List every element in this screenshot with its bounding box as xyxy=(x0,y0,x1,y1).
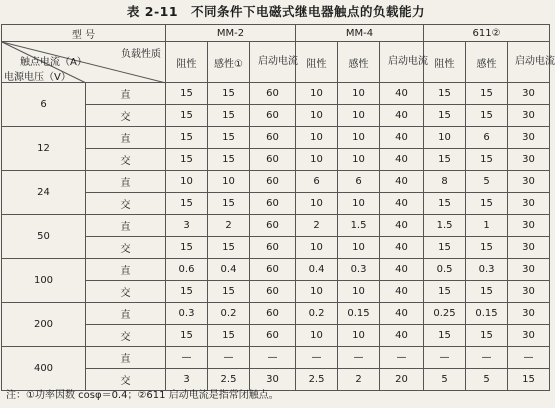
col-header: 阻性 xyxy=(166,42,208,83)
value-cell: 10 xyxy=(296,325,338,347)
col-header: 阻性 xyxy=(424,42,466,83)
value-cell: 60 xyxy=(250,105,296,127)
model-header: 型 号 xyxy=(2,25,166,42)
value-cell: 20 xyxy=(380,369,424,391)
model-mm4: MM-4 xyxy=(296,25,424,42)
value-cell: 30 xyxy=(508,237,550,259)
value-cell: 15 xyxy=(208,105,250,127)
load-capacity-table xyxy=(1,24,555,391)
value-cell: 10 xyxy=(296,193,338,215)
value-cell: 60 xyxy=(250,259,296,281)
value-cell: 60 xyxy=(250,215,296,237)
value-cell: 15 xyxy=(208,325,250,347)
voltage-cell: 12 xyxy=(2,127,86,171)
value-cell: 40 xyxy=(380,281,424,303)
value-cell: 10 xyxy=(296,83,338,105)
value-cell: 15 xyxy=(208,281,250,303)
value-cell: 15 xyxy=(166,237,208,259)
value-cell: 10 xyxy=(296,237,338,259)
value-cell: 2 xyxy=(296,215,338,237)
table-row xyxy=(2,171,550,193)
current-type-cell: 直 xyxy=(86,303,166,325)
value-cell: 60 xyxy=(250,127,296,149)
value-cell: 1.5 xyxy=(424,215,466,237)
value-cell: 10 xyxy=(338,105,380,127)
value-cell: — xyxy=(466,347,508,369)
col-header: 感性 xyxy=(466,42,508,83)
voltage-cell: 400 xyxy=(2,347,86,391)
value-cell: 6 xyxy=(338,171,380,193)
value-cell: 15 xyxy=(208,149,250,171)
value-cell: 0.5 xyxy=(424,259,466,281)
current-type-cell: 交 xyxy=(86,325,166,347)
value-cell: 15 xyxy=(166,281,208,303)
value-cell: 60 xyxy=(250,193,296,215)
value-cell: 40 xyxy=(380,259,424,281)
table-row xyxy=(2,259,550,281)
value-cell: 15 xyxy=(208,193,250,215)
value-cell: 5 xyxy=(466,369,508,391)
voltage-cell: 200 xyxy=(2,303,86,347)
value-cell: 15 xyxy=(424,193,466,215)
corner-supply-voltage: 电源电压（V） xyxy=(4,72,71,83)
value-cell: 15 xyxy=(466,325,508,347)
current-type-cell: 交 xyxy=(86,105,166,127)
value-cell: 3 xyxy=(166,369,208,391)
value-cell: 30 xyxy=(508,171,550,193)
value-cell: 40 xyxy=(380,193,424,215)
table-row xyxy=(2,127,550,149)
value-cell: 15 xyxy=(208,83,250,105)
value-cell: 40 xyxy=(380,325,424,347)
table-body xyxy=(2,83,550,391)
current-type-cell: 直 xyxy=(86,83,166,105)
table-row xyxy=(2,215,550,237)
value-cell: 8 xyxy=(424,171,466,193)
value-cell: 40 xyxy=(380,171,424,193)
corner-load-type: 负载性质 xyxy=(121,49,161,60)
value-cell: 10 xyxy=(338,83,380,105)
value-cell: 0.15 xyxy=(338,303,380,325)
value-cell: 15 xyxy=(166,105,208,127)
voltage-cell: 6 xyxy=(2,83,86,127)
value-cell: 30 xyxy=(508,105,550,127)
value-cell: 30 xyxy=(508,259,550,281)
table-title: 表 2-11 不同条件下电磁式继电器触点的负载能力 xyxy=(126,4,426,19)
value-cell: 10 xyxy=(424,127,466,149)
value-cell: — xyxy=(424,347,466,369)
current-type-cell: 直 xyxy=(86,259,166,281)
value-cell: 10 xyxy=(296,127,338,149)
value-cell: — xyxy=(208,347,250,369)
value-cell: 0.2 xyxy=(208,303,250,325)
value-cell: 30 xyxy=(250,369,296,391)
table-row xyxy=(2,83,550,105)
value-cell: 30 xyxy=(508,193,550,215)
value-cell: 30 xyxy=(508,325,550,347)
value-cell: 0.4 xyxy=(296,259,338,281)
value-cell: 10 xyxy=(338,237,380,259)
value-cell: 40 xyxy=(380,215,424,237)
value-cell: 15 xyxy=(166,83,208,105)
voltage-cell: 24 xyxy=(2,171,86,215)
value-cell: 40 xyxy=(380,237,424,259)
col-header: 感性① xyxy=(208,42,250,83)
voltage-cell: 50 xyxy=(2,215,86,259)
current-type-cell: 交 xyxy=(86,149,166,171)
value-cell: 60 xyxy=(250,325,296,347)
col-header: 启动电流 xyxy=(250,42,296,83)
value-cell: 10 xyxy=(338,127,380,149)
current-type-cell: 交 xyxy=(86,281,166,303)
value-cell: 2 xyxy=(338,369,380,391)
value-cell: 2 xyxy=(208,215,250,237)
value-cell: — xyxy=(296,347,338,369)
value-cell: 15 xyxy=(466,193,508,215)
value-cell: 5 xyxy=(424,369,466,391)
current-type-cell: 直 xyxy=(86,215,166,237)
value-cell: 60 xyxy=(250,83,296,105)
value-cell: 40 xyxy=(380,149,424,171)
col-header: 启动电流 xyxy=(508,42,550,83)
value-cell: 1 xyxy=(466,215,508,237)
value-cell: 15 xyxy=(508,369,550,391)
value-cell: 0.6 xyxy=(166,259,208,281)
value-cell: 15 xyxy=(424,325,466,347)
value-cell: 60 xyxy=(250,149,296,171)
value-cell: 0.3 xyxy=(338,259,380,281)
value-cell: 40 xyxy=(380,127,424,149)
col-header: 感性 xyxy=(338,42,380,83)
value-cell: — xyxy=(166,347,208,369)
value-cell: 6 xyxy=(296,171,338,193)
value-cell: — xyxy=(508,347,550,369)
value-cell: 60 xyxy=(250,237,296,259)
value-cell: 15 xyxy=(166,193,208,215)
col-header: 启动电流 xyxy=(380,42,424,83)
value-cell: 0.4 xyxy=(208,259,250,281)
value-cell: 15 xyxy=(424,83,466,105)
value-cell: 5 xyxy=(466,171,508,193)
value-cell: 60 xyxy=(250,281,296,303)
value-cell: 15 xyxy=(466,281,508,303)
model-mm2: MM-2 xyxy=(166,25,296,42)
value-cell: 15 xyxy=(424,105,466,127)
value-cell: — xyxy=(250,347,296,369)
value-cell: 40 xyxy=(380,303,424,325)
value-cell: 30 xyxy=(508,281,550,303)
current-type-cell: 交 xyxy=(86,237,166,259)
value-cell: 15 xyxy=(166,149,208,171)
value-cell: 15 xyxy=(466,149,508,171)
value-cell: 15 xyxy=(166,325,208,347)
value-cell: 30 xyxy=(508,303,550,325)
value-cell: 30 xyxy=(508,149,550,171)
current-type-cell: 直 xyxy=(86,347,166,369)
value-cell: 60 xyxy=(250,303,296,325)
value-cell: 10 xyxy=(338,325,380,347)
current-type-cell: 交 xyxy=(86,193,166,215)
value-cell: — xyxy=(380,347,424,369)
value-cell: — xyxy=(338,347,380,369)
corner-contact-current: 触点电流（A） xyxy=(20,57,87,68)
value-cell: 6 xyxy=(466,127,508,149)
value-cell: 15 xyxy=(466,237,508,259)
value-cell: 10 xyxy=(296,105,338,127)
current-type-cell: 交 xyxy=(86,369,166,391)
value-cell: 15 xyxy=(208,127,250,149)
value-cell: 30 xyxy=(508,215,550,237)
value-cell: 10 xyxy=(296,281,338,303)
value-cell: 3 xyxy=(166,215,208,237)
value-cell: 2.5 xyxy=(296,369,338,391)
current-type-cell: 直 xyxy=(86,127,166,149)
value-cell: 1.5 xyxy=(338,215,380,237)
value-cell: 40 xyxy=(380,105,424,127)
value-cell: 15 xyxy=(466,83,508,105)
value-cell: 30 xyxy=(508,127,550,149)
value-cell: 15 xyxy=(424,281,466,303)
col-header: 阻性 xyxy=(296,42,338,83)
model-611: 611② xyxy=(424,25,550,42)
current-type-cell: 直 xyxy=(86,171,166,193)
value-cell: 40 xyxy=(380,83,424,105)
value-cell: 10 xyxy=(338,193,380,215)
corner-header xyxy=(2,42,166,83)
value-cell: 0.2 xyxy=(296,303,338,325)
value-cell: 15 xyxy=(424,149,466,171)
table-row xyxy=(2,347,550,369)
value-cell: 15 xyxy=(424,237,466,259)
value-cell: 2.5 xyxy=(208,369,250,391)
footnote: 注：①功率因数 cosφ＝0.4；②611 启动电流是指常闭触点。 xyxy=(6,390,279,401)
value-cell: 10 xyxy=(338,281,380,303)
value-cell: 0.3 xyxy=(466,259,508,281)
value-cell: 0.25 xyxy=(424,303,466,325)
value-cell: 15 xyxy=(166,127,208,149)
value-cell: 15 xyxy=(466,105,508,127)
voltage-cell: 100 xyxy=(2,259,86,303)
value-cell: 30 xyxy=(508,83,550,105)
value-cell: 15 xyxy=(208,237,250,259)
table-row xyxy=(2,303,550,325)
value-cell: 10 xyxy=(208,171,250,193)
value-cell: 0.3 xyxy=(166,303,208,325)
value-cell: 10 xyxy=(338,149,380,171)
value-cell: 0.15 xyxy=(466,303,508,325)
value-cell: 60 xyxy=(250,171,296,193)
value-cell: 10 xyxy=(296,149,338,171)
value-cell: 10 xyxy=(166,171,208,193)
